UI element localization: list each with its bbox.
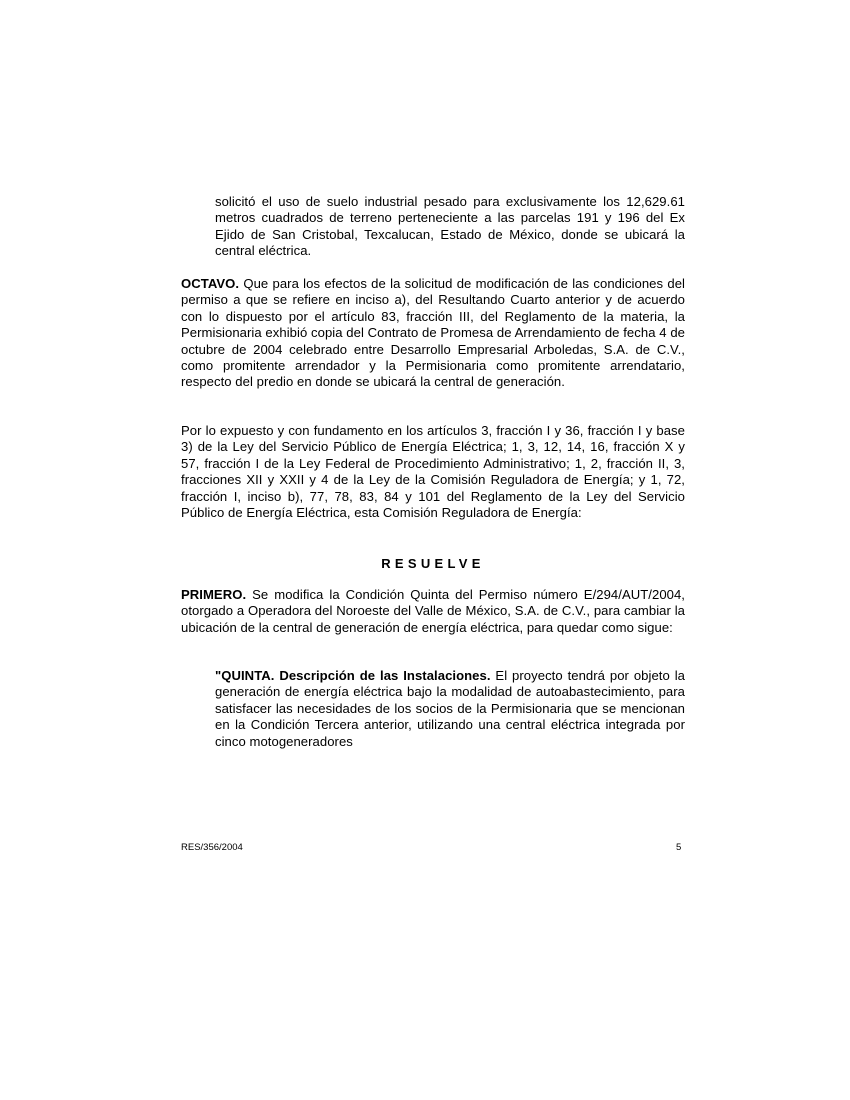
resuelve-heading: RESUELVE: [381, 556, 485, 571]
fundamento-paragraph: Por lo expuesto y con fundamento en los artículos 3, fracción I y 36, fracción I y base 3) de la Ley del Servicio Público de Energía Eléctrica; 1, 3, 12, 14, 16, fracción X y 57, fracción I de la Ley Federal de Procedimiento Administrativo; 1, 2, fracción II, 3, fracciones XII y XXII y 4 de la Ley de la Comisión Reguladora de Energía; y 1, 72, fracción I, inciso b), 77, 78, 83, 84 y 101 del Reglamento de la Ley del Servicio Público de Energía Eléctrica, esta Comisión Reguladora de Energía:: [181, 423, 685, 521]
footer-reference: RES/356/2004: [181, 842, 243, 853]
octavo-text: Que para los efectos de la solicitud de modificación de las condiciones del permiso a que se refiere en inciso a), del Resultando Cuarto anterior y de acuerdo con lo dispuesto por el artículo 83, fracción III, del Reglamento de la materia, la Permisionaria exhibió copia del Contrato de Promesa de Arrendamiento de fecha 4 de octubre de 2004 celebrado entre Desarrollo Empresarial Arboledas, S.A. de C.V., como promitente arrendador y la Permisionaria como promitente arrendatario, respecto del predio en donde se ubicará la central de generación.: [181, 276, 685, 390]
octavo-paragraph: [181, 276, 685, 391]
octavo-label: OCTAVO.: [181, 276, 240, 291]
primero-label: PRIMERO.: [181, 587, 247, 602]
continuation-paragraph: solicitó el uso de suelo industrial pesado para exclusivamente los 12,629.61 metros cuadrados de terreno perteneciente a las parcelas 191 y 196 del Ex Ejido de San Cristobal, Texcalucan, Estado de México, donde se ubicará la central eléctrica.: [215, 194, 685, 259]
quinta-label: "QUINTA. Descripción de las Instalaciones.: [215, 668, 491, 683]
primero-text: Se modifica la Condición Quinta del Permiso número E/294/AUT/2004, otorgado a Operadora del Noroeste del Valle de México, S.A. de C.V., para cambiar la ubicación de la central de generación de energía eléctrica, para quedar como sigue:: [181, 587, 685, 635]
quinta-text: El proyecto tendrá por objeto la generación de energía eléctrica bajo la modalidad de autoabastecimiento, para satisfacer las necesidades de los socios de la Permisionaria que se mencionan en la Condición Tercera anterior, utilizando una central eléctrica integrada por cinco motogeneradores: [215, 668, 685, 749]
footer-page-number: 5: [676, 842, 682, 853]
quinta-paragraph: [215, 668, 685, 750]
primero-paragraph: [181, 587, 685, 636]
